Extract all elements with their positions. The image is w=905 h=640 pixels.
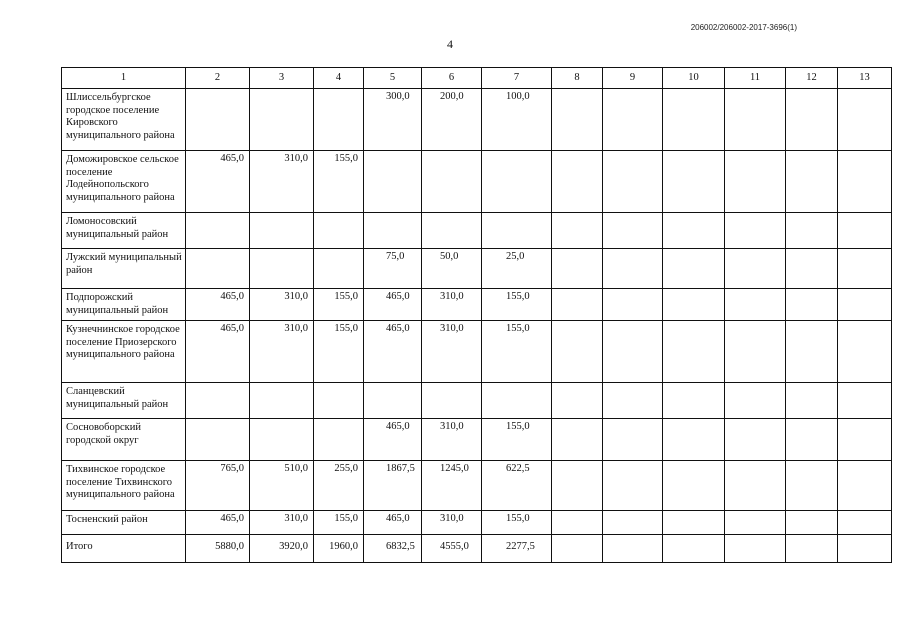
value-cell: 465,0 (186, 511, 250, 535)
table-row (62, 213, 892, 249)
value-cell (603, 151, 663, 213)
column-header: 9 (603, 68, 663, 89)
table-header-row (62, 68, 892, 89)
value-cell (552, 151, 603, 213)
value-cell (786, 511, 838, 535)
table-row (62, 461, 892, 511)
value-cell: 25,0 (482, 249, 552, 289)
value-cell: 310,0 (422, 419, 482, 461)
value-cell: 155,0 (482, 511, 552, 535)
value-cell (838, 419, 892, 461)
value-cell: 6832,5 (364, 535, 422, 563)
value-cell (186, 213, 250, 249)
value-cell (552, 289, 603, 321)
column-header: 1 (62, 68, 186, 89)
value-cell (482, 151, 552, 213)
row-name-cell: Лужский муниципальный район (62, 249, 186, 289)
value-cell (552, 89, 603, 151)
value-cell: 1245,0 (422, 461, 482, 511)
row-name-cell: Итого (62, 535, 186, 563)
value-cell: 310,0 (250, 321, 314, 383)
value-cell (786, 461, 838, 511)
value-cell (552, 383, 603, 419)
value-cell (786, 289, 838, 321)
value-cell (603, 289, 663, 321)
value-cell (786, 419, 838, 461)
row-name-cell: Доможировское сельское поселение Лодейнопольского муниципального района (62, 151, 186, 213)
column-header: 6 (422, 68, 482, 89)
value-cell (663, 461, 725, 511)
value-cell: 465,0 (364, 289, 422, 321)
value-cell: 75,0 (364, 249, 422, 289)
table-row (62, 151, 892, 213)
value-cell (552, 213, 603, 249)
value-cell (422, 151, 482, 213)
value-cell (186, 383, 250, 419)
table-row (62, 419, 892, 461)
table-row (62, 383, 892, 419)
value-cell (482, 213, 552, 249)
value-cell: 1867,5 (364, 461, 422, 511)
value-cell (786, 249, 838, 289)
value-cell: 155,0 (314, 289, 364, 321)
value-cell (250, 249, 314, 289)
value-cell (725, 383, 786, 419)
value-cell: 155,0 (314, 511, 364, 535)
value-cell (725, 249, 786, 289)
value-cell (250, 383, 314, 419)
value-cell: 510,0 (250, 461, 314, 511)
value-cell (364, 213, 422, 249)
value-cell (603, 89, 663, 151)
value-cell: 255,0 (314, 461, 364, 511)
document-id: 206002/206002-2017-3696(1) (690, 23, 797, 32)
column-header: 3 (250, 68, 314, 89)
value-cell (838, 249, 892, 289)
value-cell (250, 213, 314, 249)
row-name-cell: Ломоносовский муниципальный район (62, 213, 186, 249)
row-name-cell: Сланцевский муниципальный район (62, 383, 186, 419)
value-cell (314, 89, 364, 151)
value-cell: 310,0 (250, 511, 314, 535)
value-cell (838, 151, 892, 213)
value-cell: 465,0 (186, 151, 250, 213)
value-cell (603, 213, 663, 249)
value-cell (663, 511, 725, 535)
value-cell: 2277,5 (482, 535, 552, 563)
value-cell: 155,0 (314, 321, 364, 383)
value-cell (663, 419, 725, 461)
value-cell: 4555,0 (422, 535, 482, 563)
value-cell: 1960,0 (314, 535, 364, 563)
value-cell (603, 535, 663, 563)
value-cell (725, 511, 786, 535)
value-cell (786, 213, 838, 249)
page-number: 4 (447, 37, 453, 51)
value-cell (364, 151, 422, 213)
value-cell: 310,0 (422, 321, 482, 383)
value-cell (663, 383, 725, 419)
value-cell (838, 213, 892, 249)
table-row (62, 511, 892, 535)
value-cell (552, 461, 603, 511)
table-row (62, 249, 892, 289)
value-cell: 310,0 (250, 289, 314, 321)
table-row (62, 321, 892, 383)
value-cell (552, 511, 603, 535)
value-cell (314, 383, 364, 419)
value-cell (603, 249, 663, 289)
row-name-cell: Шлиссельбургское городское поселение Кировского муниципального района (62, 89, 186, 151)
value-cell (314, 419, 364, 461)
value-cell (603, 321, 663, 383)
value-cell (838, 461, 892, 511)
value-cell (786, 321, 838, 383)
value-cell (482, 383, 552, 419)
row-name-cell: Сосновоборский городской округ (62, 419, 186, 461)
value-cell: 155,0 (482, 289, 552, 321)
table-row (62, 535, 892, 563)
value-cell (725, 213, 786, 249)
value-cell: 465,0 (186, 289, 250, 321)
value-cell: 300,0 (364, 89, 422, 151)
column-header: 8 (552, 68, 603, 89)
value-cell (552, 535, 603, 563)
value-cell (663, 321, 725, 383)
value-cell: 5880,0 (186, 535, 250, 563)
table-row (62, 89, 892, 151)
value-cell (838, 535, 892, 563)
value-cell: 310,0 (422, 289, 482, 321)
table-row (62, 289, 892, 321)
value-cell (663, 151, 725, 213)
value-cell (838, 289, 892, 321)
column-header: 4 (314, 68, 364, 89)
column-header: 12 (786, 68, 838, 89)
value-cell: 155,0 (482, 419, 552, 461)
column-header: 11 (725, 68, 786, 89)
column-header: 10 (663, 68, 725, 89)
value-cell: 100,0 (482, 89, 552, 151)
value-cell (838, 511, 892, 535)
row-name-cell: Тихвинское городское поселение Тихвинского муниципального района (62, 461, 186, 511)
value-cell (552, 249, 603, 289)
value-cell: 155,0 (314, 151, 364, 213)
value-cell: 622,5 (482, 461, 552, 511)
value-cell (552, 419, 603, 461)
value-cell (725, 321, 786, 383)
value-cell (422, 383, 482, 419)
value-cell (838, 321, 892, 383)
column-header: 5 (364, 68, 422, 89)
data-table (61, 67, 892, 563)
column-header: 2 (186, 68, 250, 89)
value-cell: 765,0 (186, 461, 250, 511)
value-cell (603, 383, 663, 419)
value-cell (786, 535, 838, 563)
row-name-cell: Тосненский район (62, 511, 186, 535)
value-cell: 465,0 (364, 511, 422, 535)
value-cell: 310,0 (422, 511, 482, 535)
value-cell (186, 419, 250, 461)
value-cell (725, 461, 786, 511)
value-cell (838, 89, 892, 151)
value-cell: 465,0 (364, 321, 422, 383)
value-cell (663, 289, 725, 321)
value-cell (786, 151, 838, 213)
value-cell (364, 383, 422, 419)
value-cell (314, 213, 364, 249)
value-cell (603, 461, 663, 511)
value-cell (603, 511, 663, 535)
column-header: 7 (482, 68, 552, 89)
value-cell: 3920,0 (250, 535, 314, 563)
value-cell (725, 535, 786, 563)
value-cell (725, 419, 786, 461)
value-cell (422, 213, 482, 249)
value-cell: 50,0 (422, 249, 482, 289)
value-cell (663, 249, 725, 289)
value-cell (786, 89, 838, 151)
value-cell (725, 89, 786, 151)
value-cell (663, 535, 725, 563)
value-cell (786, 383, 838, 419)
value-cell (186, 89, 250, 151)
value-cell: 465,0 (364, 419, 422, 461)
value-cell: 465,0 (186, 321, 250, 383)
value-cell (603, 419, 663, 461)
value-cell: 200,0 (422, 89, 482, 151)
value-cell: 155,0 (482, 321, 552, 383)
value-cell (552, 321, 603, 383)
value-cell (250, 419, 314, 461)
value-cell (725, 151, 786, 213)
value-cell: 310,0 (250, 151, 314, 213)
value-cell (838, 383, 892, 419)
value-cell (725, 289, 786, 321)
value-cell (663, 89, 725, 151)
value-cell (250, 89, 314, 151)
row-name-cell: Кузнечнинское городское поселение Приозерского муниципального района (62, 321, 186, 383)
value-cell (186, 249, 250, 289)
row-name-cell: Подпорожский муниципальный район (62, 289, 186, 321)
value-cell (314, 249, 364, 289)
column-header: 13 (838, 68, 892, 89)
value-cell (663, 213, 725, 249)
